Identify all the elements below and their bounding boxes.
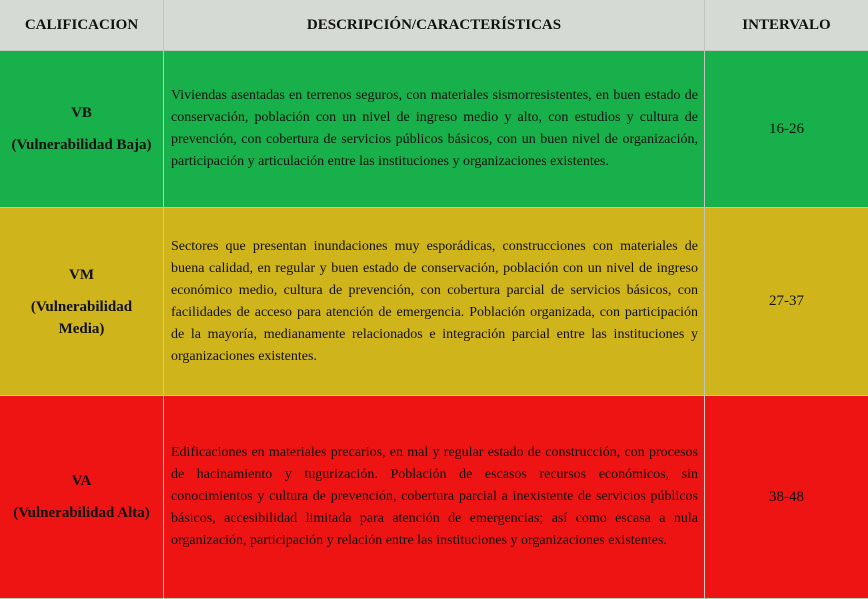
interval-value: 38-48 (769, 488, 804, 505)
rating-cell-vb (0, 51, 164, 208)
description-cell-vb (164, 51, 705, 208)
interval-value: 27-37 (769, 293, 804, 309)
interval-cell-vb (705, 51, 868, 208)
interval-cell-vm (705, 208, 868, 396)
interval-cell-va (705, 396, 868, 599)
header-descripcion-label: DESCRIPCIÓN/CARACTERÍSTICAS (306, 16, 562, 33)
header-descripcion (164, 0, 705, 51)
header-intervalo (705, 0, 868, 51)
description-cell-va (164, 396, 705, 599)
description-text: Viviendas asentadas en terrenos seguros, con materiales sismorresistentes, en buen estado de conservación, población con un nivel de ingreso medio y alto, con estudios y cultura de prevención, con cobertura de servicios públicos básicos, con un buen nivel de organización, participación y articulación entre las instituciones y organizaciones existentes. (171, 88, 698, 169)
description-text: Sectores que presentan inundaciones muy esporádicas, construcciones con materiales de buena calidad, en regular y buen estado de conservación, población con un nivel de ingreso económico medio, cultura de prevención, con cobertura parcial de servicios básicos, con facilidades de acceso para atención de emergencia. Población organizada, con participación de la mayoría, medianamente relacionados e integración parcial entre las instituciones y organizaciones existentes. (171, 238, 698, 364)
description-cell-vm (164, 208, 705, 396)
rating-code: VB (71, 105, 92, 121)
header-calificacion-label: CALIFICACION (24, 16, 139, 33)
rating-cell-vm (0, 208, 164, 396)
rating-cell-va (0, 396, 164, 599)
header-calificacion (0, 0, 164, 51)
rating-code: VM (69, 266, 94, 283)
rating-label: (Vulnerabilidad Alta) (13, 505, 150, 521)
rating-label: (Vulnerabilidad Media) (30, 298, 133, 337)
header-intervalo-label: INTERVALO (742, 16, 831, 33)
interval-value: 16-26 (769, 120, 804, 137)
rating-label: (Vulnerabilidad Baja) (11, 137, 152, 153)
rating-code: VA (71, 473, 92, 489)
description-text: Edificaciones en materiales precarios, en mal y regular estado de construcción, con procesos de hacinamiento y tugurización. Población de escasos recursos económicos, sin conocimientos y cultura de prevención, cobertura parcial a inexistente de servicios públicos básicos, accesibilidad limitada para atención de emergencias; así como escasa a nula organización, participación y relación entre las instituciones y organizaciones existentes. (171, 445, 698, 548)
